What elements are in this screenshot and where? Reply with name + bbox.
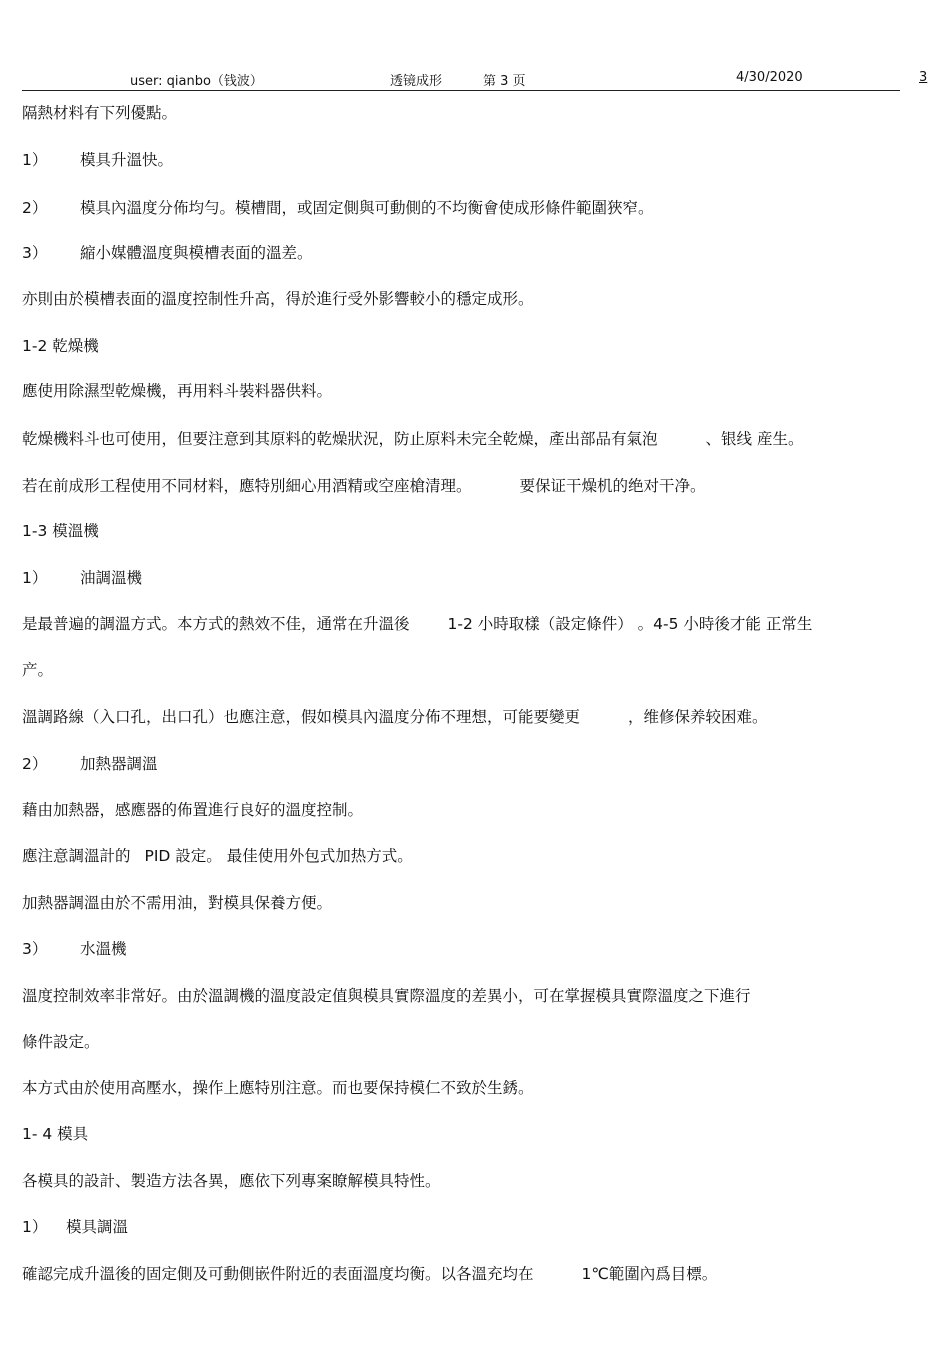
list-number: 1） [22, 569, 48, 587]
list-number: 1） [22, 151, 48, 169]
header-date: 4/30/2020 [736, 70, 803, 85]
list-item: 1） 模具調溫 [22, 1218, 129, 1236]
text-line: 應使用除濕型乾燥機，再用料斗裝料器供料。 [22, 382, 333, 400]
text-line: 確認完成升溫後的固定側及可動側嵌件附近的表面溫度均衡。以各溫充均在 1℃範圍內爲目標。 [22, 1265, 718, 1283]
text-line: 各模具的設計、製造方法各異，應依下列專案瞭解模具特性。 [22, 1172, 441, 1190]
list-number: 2） [22, 199, 48, 217]
text-line: 隔熱材料有下列優點。 [22, 104, 178, 122]
list-item: 2） 模具內溫度分佈均勻。模槽間，或固定側與可動側的不均衡會使成形條件範圍狹窄。 [22, 199, 654, 217]
header-page: 第 3 页 [483, 74, 526, 89]
section-heading: 1- 4 模具 [22, 1125, 89, 1143]
list-item: 1） 油調溫機 [22, 569, 143, 587]
section-heading: 1-2 乾燥機 [22, 337, 99, 355]
list-number: 3） [22, 940, 48, 958]
text-line: 應注意調溫計的 PID 設定。 最佳使用外包式加热方式。 [22, 847, 413, 865]
text-line: 條件設定。 [22, 1033, 100, 1051]
header-user: user: qianbo（钱波） [130, 74, 263, 89]
text-line: 加熱器調溫由於不需用油，對模具保養方便。 [22, 894, 333, 912]
list-item: 3） 水溫機 [22, 940, 127, 958]
text-line: 溫調路線（入口孔，出口孔）也應注意，假如模具內溫度分佈不理想，可能要變更 ，维修保养较困难。 [22, 708, 768, 726]
text-line: 乾燥機料斗也可使用，但要注意到其原料的乾燥狀況，防止原料未完全乾燥，產出部品有氣泡 、银线 産生。 [22, 430, 804, 448]
text-line: 产。 [22, 661, 54, 679]
text-line: 溫度控制效率非常好。由於溫調機的溫度設定值與模具實際溫度的差異小，可在掌握模具實際溫度之下進行 [22, 987, 751, 1005]
text-line: 本方式由於使用高壓水，操作上應特別注意。而也要保持模仁不致於生銹。 [22, 1079, 534, 1097]
page-number: 3 [919, 70, 928, 85]
text-line: 若在前成形工程使用不同材料，應特別細心用酒精或空座槍清理。 要保证干燥机的绝对干净。 [22, 477, 706, 495]
page-header [22, 66, 900, 91]
list-number: 2） [22, 755, 48, 773]
list-item: 2） 加熱器調溫 [22, 755, 158, 773]
section-heading: 1-3 模溫機 [22, 522, 99, 540]
list-number: 3） [22, 244, 48, 262]
text-line: 亦則由於模槽表面的溫度控制性升高，得於進行受外影響較小的穩定成形。 [22, 290, 534, 308]
text-line: 藉由加熱器，感應器的佈置進行良好的溫度控制。 [22, 801, 364, 819]
list-item: 1） 模具升溫快。 [22, 151, 174, 169]
header-title: 透镜成形 [390, 74, 443, 89]
list-number: 1） [22, 1218, 48, 1236]
list-item: 3） 縮小媒體溫度與模槽表面的溫差。 [22, 244, 313, 262]
text-line: 是最普遍的調溫方式。本方式的熱效不佳，通常在升溫後 1-2 小時取樣（設定條件） 。4-5 小時後才能 正常生 [22, 615, 813, 633]
